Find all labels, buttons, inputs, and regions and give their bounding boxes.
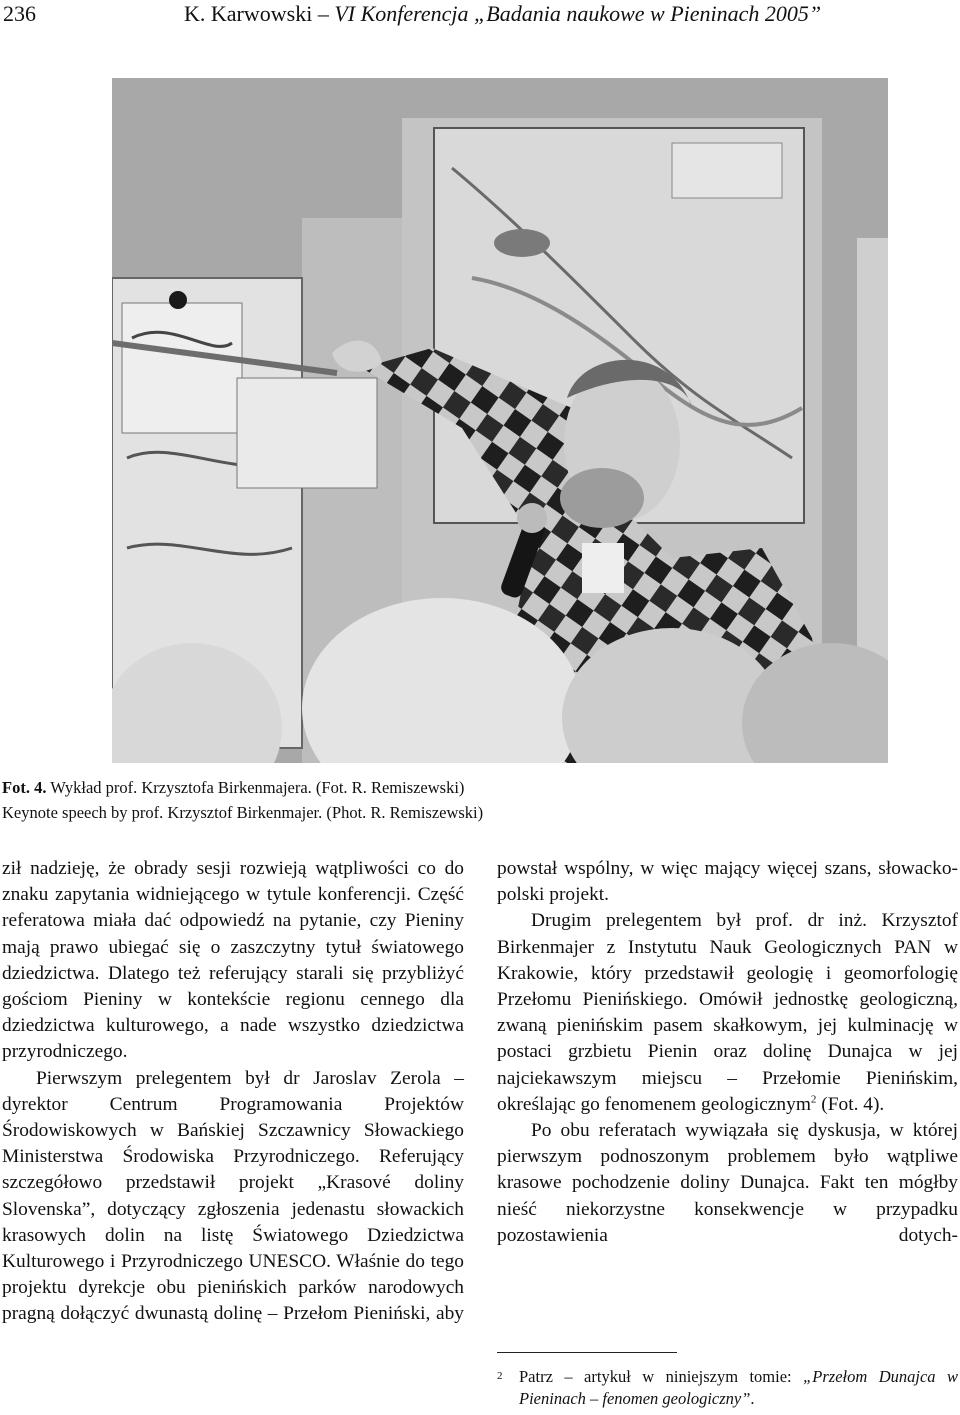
caption-label: Fot. 4. [2, 778, 47, 797]
left-column [2, 856, 464, 1328]
right-paragraph-3: Po obu referatach wywiązała się dyskusja, w której pierwszym podnoszonym problemem było wątpliwe krasowe pochodzenie doliny Dunajca. Fakt ten mógłby nieść niekorzystne konsekwencje w przypadku pozostawienia dotych- [497, 1120, 958, 1246]
right-column [497, 856, 958, 1249]
footnote-text: Patrz – artykuł w niniejszym tomie: [519, 1367, 804, 1386]
footnote-body [497, 1366, 958, 1410]
left-paragraph-1: ził nadzieję, że obrady sesji rozwieją wątpliwości co do znaku zapytania widniejącego w tytule konferencji. Część referatowa miała dać odpowiedź na pytanie, czy Pieniny mają prawo ubiegać się o zaszczytny tytuł światowego dziedzictwa. Dlatego też referujący starali się przybliżyć gościom Pieniny w kontekście regionu cennego dla dziedzictwa kulturowego, a nade wszystko dziedzictwa przyrodniczego. [2, 858, 464, 1063]
right-paragraph-2 [497, 908, 958, 1118]
lecture-photo [112, 78, 888, 763]
right-paragraph-2-end: (Fot. 4). [816, 1093, 885, 1115]
right-paragraph-2-text: Drugim prelegentem był prof. dr inż. Krzysztof Birkenmajer z Instytutu Nauk Geologicznych PAN w Krakowie, który przedstawił geologię i geomorfologię Przełomu Pienińskiego. Omówił jednostkę geologiczną, zwaną pienińskim pasem skałkowym, jej kulminację w postaci grzbietu Pienin oraz dolinę Dunajca w jej najciekawszym miejscu – Przełomie Pienińskim, określając go fenomenem geologicznym [497, 910, 958, 1115]
page-number: 236 [3, 1, 36, 26]
caption-english: Keynote speech by prof. Krzysztof Birkenmajer. (Phot. R. Remiszewski) [2, 803, 484, 822]
running-head [184, 1, 821, 27]
left-paragraph-2: Pierwszym prelegentem był dr Jaroslav Zerola – dyrektor Centrum Programowania Projektów Środowiskowych w Bańskiej Szczawnicy Słowackiego Ministerstwa Środowiska Przyrodniczego. Referujący szczegółowo przedstawił projekt „Krasové doliny Slovenska”, dotyczący zgłoszenia jedenastu słowackich krasowych dolin na listę Światowego Dziedzictwa Kulturowego i Przyrodniczego UNESCO. Właśnie do tego projektu dyrekcje obu pienińskich parków narodowych pragną dołączyć dwunastą dolinę – Przełom Pieniński, aby [2, 1067, 464, 1325]
right-paragraph-1: powstał wspólny, w więc mający więcej szans, słowacko-polski projekt. [497, 858, 958, 906]
caption-polish [2, 775, 483, 800]
figure-caption [2, 775, 483, 825]
footnote-end: . [750, 1389, 755, 1408]
lecture-photo-icon [112, 78, 888, 763]
footnote-divider [497, 1352, 677, 1353]
footnote-title: „Przełom Dunajca w Pieninach – fenomen geologiczny” [519, 1367, 958, 1408]
footnote [497, 1366, 958, 1410]
running-header [0, 0, 960, 44]
caption-polish-text: Wykład prof. Krzysztofa Birkenmajera. (Fot. R. Remiszewski) [46, 778, 465, 797]
footnote-mark: 2 [497, 1370, 503, 1382]
running-head-author: K. Karwowski – [184, 1, 335, 26]
footnote-reference: 2 [810, 1093, 817, 1106]
running-head-conference: VI Konferencja „Badania naukowe w Pieninach 2005” [334, 1, 822, 26]
